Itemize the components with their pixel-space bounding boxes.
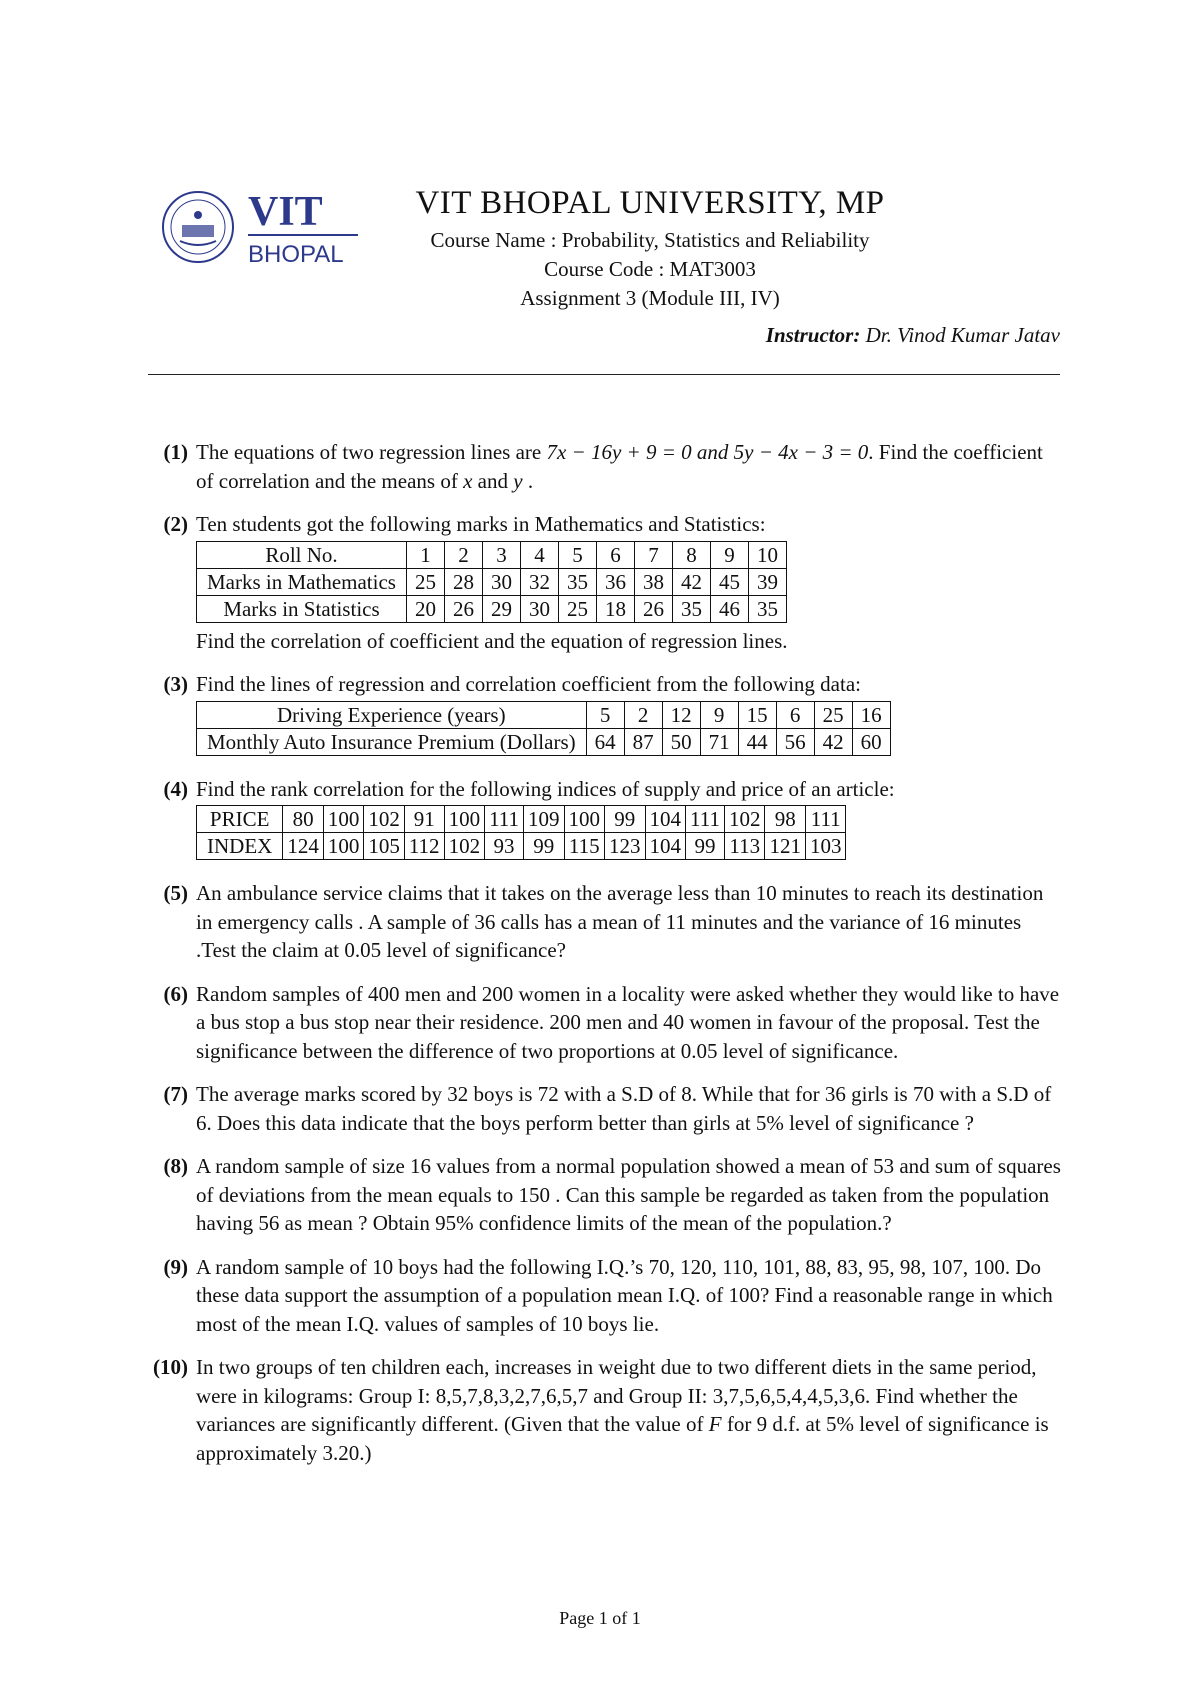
logo-word-bhopal: BHOPAL bbox=[248, 241, 344, 268]
question-7 bbox=[145, 1080, 1063, 1137]
table-row bbox=[197, 806, 846, 833]
question-5 bbox=[145, 879, 1063, 965]
table-cell: 56 bbox=[776, 728, 814, 755]
question-text: The equations of two regression lines are 7x − 16y + 9 = 0 and 5y − 4x − 3 = 0. Find the coefficient of correlation and the means of x and y . bbox=[196, 440, 1043, 493]
table-cell: 6 bbox=[776, 701, 814, 728]
table-cell: 93 bbox=[485, 833, 524, 860]
table-cell: 28 bbox=[444, 568, 482, 595]
table-cell: 98 bbox=[765, 806, 806, 833]
table-cell: 104 bbox=[645, 806, 686, 833]
table-cell: 115 bbox=[564, 833, 605, 860]
row-header-cell: PRICE bbox=[197, 806, 283, 833]
table-cell: 104 bbox=[645, 833, 686, 860]
table-cell: 42 bbox=[672, 568, 710, 595]
question-number: (9) bbox=[163, 1254, 188, 1279]
table-cell: 39 bbox=[748, 568, 786, 595]
table-cell: 6 bbox=[596, 541, 634, 568]
table-cell: 100 bbox=[323, 806, 364, 833]
question-text: An ambulance service claims that it takes on the average less than 10 minutes to reach its destination in emergency calls . A sample of 36 calls has a mean of 11 minutes and the variance of 16 minutes .Test the claim at 0.05 level of significance? bbox=[196, 881, 1044, 962]
table-cell: 80 bbox=[283, 806, 324, 833]
table-cell: 38 bbox=[634, 568, 672, 595]
table-cell: 46 bbox=[710, 595, 748, 622]
university-logo bbox=[160, 185, 360, 275]
table-row bbox=[197, 541, 787, 568]
table-cell: 25 bbox=[558, 595, 596, 622]
table-cell: 71 bbox=[700, 728, 738, 755]
table-cell: 44 bbox=[738, 728, 776, 755]
question-4 bbox=[145, 775, 1063, 865]
table-cell: 26 bbox=[444, 595, 482, 622]
table-cell: 25 bbox=[406, 568, 444, 595]
question-number: (3) bbox=[163, 672, 188, 696]
question-text: A random sample of 10 boys had the following I.Q.’s 70, 120, 110, 101, 88, 83, 95, 98, 107, 100. Do these data support the assumption of a population mean I.Q. of 100? Find a reasonable range in which most of the mean I.Q. values of samples of 10 boys lie. bbox=[196, 1254, 1053, 1336]
question-8 bbox=[145, 1152, 1063, 1238]
question-text: A random sample of size 16 values from a normal population showed a mean of 53 and sum of squares of deviations from the mean equals to 150 . Can this sample be regarded as taken from the population having 56 as mean ? Obtain 95% confidence limits of the mean of the population.? bbox=[196, 1154, 1061, 1235]
university-title: VIT BHOPAL UNIVERSITY, MP bbox=[415, 185, 885, 221]
question-text: The average marks scored by 32 boys is 72 with a S.D of 8. While that for 36 girls is 70 with a S.D of 6. Does this data indicate that the boys perform better than girls at 5% level of significance ? bbox=[196, 1082, 1052, 1135]
table-cell: 32 bbox=[520, 568, 558, 595]
table-cell: 45 bbox=[710, 568, 748, 595]
table-cell: 64 bbox=[586, 728, 624, 755]
table-cell: 2 bbox=[624, 701, 662, 728]
table-row bbox=[197, 568, 787, 595]
logo-word-vit: VIT bbox=[248, 189, 323, 235]
driving-premium-table bbox=[196, 701, 891, 756]
table-cell: 36 bbox=[596, 568, 634, 595]
table-row bbox=[197, 728, 891, 755]
question-number: (6) bbox=[163, 981, 188, 1006]
question-text-followup: Find the correlation of coefficient and the equation of regression lines. bbox=[196, 628, 788, 653]
university-seal-icon bbox=[160, 185, 360, 275]
question-number: (8) bbox=[163, 1154, 188, 1178]
question-text: Find the rank correlation for the following indices of supply and price of an article: bbox=[196, 776, 895, 801]
question-3 bbox=[145, 670, 1063, 760]
row-header-cell: Monthly Auto Insurance Premium (Dollars) bbox=[197, 728, 587, 755]
table-cell: 2 bbox=[444, 541, 482, 568]
table-cell: 102 bbox=[364, 806, 405, 833]
question-number: (7) bbox=[163, 1082, 188, 1106]
table-cell: 60 bbox=[852, 728, 890, 755]
row-header-cell: INDEX bbox=[197, 833, 283, 860]
question-text: Ten students got the following marks in Mathematics and Statistics: bbox=[196, 512, 766, 536]
table-cell: 123 bbox=[605, 833, 646, 860]
table-cell: 124 bbox=[283, 833, 324, 860]
table-cell: 42 bbox=[814, 728, 852, 755]
table-cell: 9 bbox=[700, 701, 738, 728]
question-10 bbox=[145, 1353, 1063, 1467]
table-cell: 111 bbox=[805, 806, 846, 833]
table-cell: 29 bbox=[482, 595, 520, 622]
table-cell: 121 bbox=[765, 833, 806, 860]
table-cell: 35 bbox=[558, 568, 596, 595]
row-header-cell: Marks in Statistics bbox=[197, 595, 407, 622]
question-number: (1) bbox=[163, 440, 188, 464]
table-cell: 7 bbox=[634, 541, 672, 568]
row-header-cell: Driving Experience (years) bbox=[197, 701, 587, 728]
table-cell: 105 bbox=[364, 833, 405, 860]
table-cell: 35 bbox=[672, 595, 710, 622]
question-1 bbox=[145, 438, 1063, 495]
question-number: (2) bbox=[163, 512, 188, 536]
table-cell: 15 bbox=[738, 701, 776, 728]
table-cell: 100 bbox=[323, 833, 364, 860]
table-cell: 35 bbox=[748, 595, 786, 622]
table-cell: 10 bbox=[748, 541, 786, 568]
table-cell: 25 bbox=[814, 701, 852, 728]
table-cell: 5 bbox=[586, 701, 624, 728]
table-row bbox=[197, 701, 891, 728]
table-cell: 102 bbox=[724, 806, 765, 833]
table-cell: 20 bbox=[406, 595, 444, 622]
price-index-table bbox=[196, 805, 846, 860]
table-cell: 109 bbox=[524, 806, 565, 833]
table-cell: 111 bbox=[485, 806, 524, 833]
table-cell: 30 bbox=[482, 568, 520, 595]
marks-table bbox=[196, 541, 787, 623]
table-cell: 103 bbox=[805, 833, 846, 860]
table-cell: 99 bbox=[524, 833, 565, 860]
course-code: Course Code : MAT3003 bbox=[544, 257, 756, 281]
table-cell: 18 bbox=[596, 595, 634, 622]
table-cell: 26 bbox=[634, 595, 672, 622]
question-number: (5) bbox=[163, 881, 188, 905]
table-cell: 8 bbox=[672, 541, 710, 568]
question-9 bbox=[145, 1253, 1063, 1339]
table-cell: 1 bbox=[406, 541, 444, 568]
table-cell: 100 bbox=[444, 806, 485, 833]
table-cell: 5 bbox=[558, 541, 596, 568]
course-name: Course Name : Probability, Statistics and Reliability bbox=[430, 228, 870, 252]
table-cell: 87 bbox=[624, 728, 662, 755]
question-text: Random samples of 400 men and 200 women in a locality were asked whether they would like to have a bus stop a bus stop near their residence. 200 men and 40 women in favour of the proposal. Test the significance between the difference of two proportions at 0.05 level of significance. bbox=[196, 981, 1060, 1063]
table-cell: 3 bbox=[482, 541, 520, 568]
question-6 bbox=[145, 980, 1063, 1066]
table-cell: 50 bbox=[662, 728, 700, 755]
question-number: (10) bbox=[153, 1355, 188, 1379]
row-header-cell: Marks in Mathematics bbox=[197, 568, 407, 595]
table-cell: 99 bbox=[686, 833, 725, 860]
table-cell: 102 bbox=[444, 833, 485, 860]
assignment-title: Assignment 3 (Module III, IV) bbox=[520, 286, 780, 310]
question-2 bbox=[145, 510, 1063, 655]
table-row bbox=[197, 595, 787, 622]
question-text: In two groups of ten children each, increases in weight due to two different diets in the same period, were in kilograms: Group I: 8,5,7,8,3,2,7,6,5,7 and Group II: 3,7,5,6,5,4,4,5,3,6. Find whether the variances are significantly different. (Given that the value of F for 9 d.f. at 5% level of significance is approximately 3.20.) bbox=[196, 1355, 1049, 1465]
table-cell: 100 bbox=[564, 806, 605, 833]
document-header bbox=[360, 180, 940, 313]
table-cell: 16 bbox=[852, 701, 890, 728]
table-cell: 91 bbox=[404, 806, 444, 833]
table-row bbox=[197, 833, 846, 860]
row-header-cell: Roll No. bbox=[197, 541, 407, 568]
page-footer: Page 1 of 1 bbox=[559, 1608, 641, 1628]
table-cell: 112 bbox=[404, 833, 444, 860]
table-cell: 9 bbox=[710, 541, 748, 568]
table-cell: 99 bbox=[605, 806, 646, 833]
question-text: Find the lines of regression and correlation coefficient from the following data: bbox=[196, 672, 861, 696]
table-cell: 111 bbox=[686, 806, 725, 833]
question-list bbox=[145, 438, 1063, 1482]
header-divider bbox=[148, 374, 1060, 375]
question-number: (4) bbox=[163, 776, 188, 801]
table-cell: 4 bbox=[520, 541, 558, 568]
table-cell: 30 bbox=[520, 595, 558, 622]
instructor-line bbox=[766, 323, 1060, 348]
table-cell: 113 bbox=[724, 833, 765, 860]
table-cell: 12 bbox=[662, 701, 700, 728]
instructor-label: Instructor: bbox=[765, 323, 861, 347]
instructor-name: Dr. Vinod Kumar Jatav bbox=[865, 323, 1060, 347]
